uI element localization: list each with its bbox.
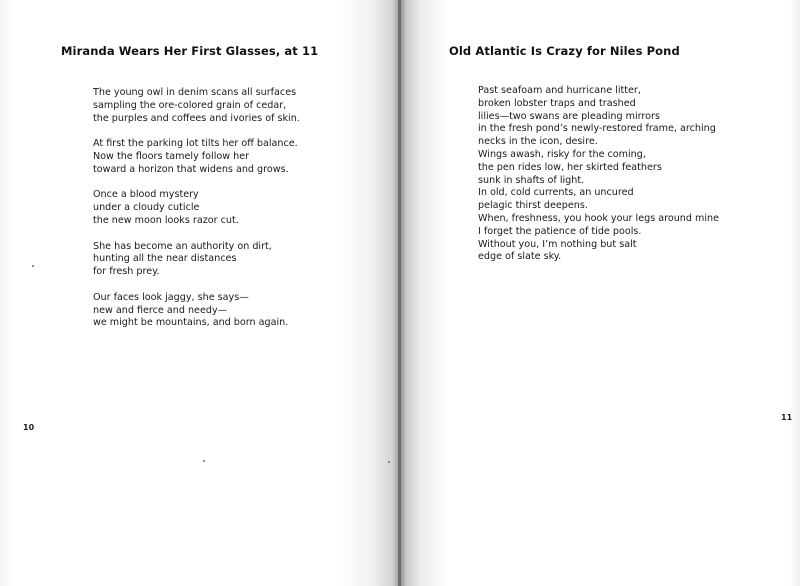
paper-speck bbox=[32, 265, 34, 267]
poem-line: sampling the ore-colored grain of cedar, bbox=[93, 99, 287, 111]
poem-line: for fresh prey. bbox=[93, 266, 160, 278]
left-page-number: 10 bbox=[23, 423, 35, 432]
stanza bbox=[93, 87, 300, 125]
poem-line: Our faces look jaggy, she says— bbox=[93, 291, 249, 303]
stanza bbox=[93, 189, 300, 227]
poem-line: the pen rides low, her skirted feathers bbox=[478, 161, 662, 173]
poem-line: Past seafoam and hurricane litter, bbox=[478, 85, 641, 96]
poem-line: the new moon looks razor cut. bbox=[93, 214, 239, 226]
stanza bbox=[93, 292, 300, 330]
right-page bbox=[400, 0, 800, 586]
poem-line: new and fierce and needy— bbox=[93, 304, 228, 316]
right-poem-title: Old Atlantic Is Crazy for Niles Pond bbox=[449, 44, 680, 58]
poem-line: edge of slate sky. bbox=[478, 251, 562, 263]
poem-line: I forget the patience of tide pools. bbox=[478, 225, 642, 237]
poem-line: Without you, I’m nothing but salt bbox=[478, 238, 637, 250]
poem-line: toward a horizon that widens and grows. bbox=[93, 163, 289, 175]
right-page-number: 11 bbox=[781, 413, 793, 422]
poem-line: The young owl in denim scans all surfaces bbox=[93, 87, 297, 98]
poem-line: broken lobster traps and trashed bbox=[478, 97, 636, 109]
paper-speck bbox=[388, 461, 390, 463]
poem-line: When, freshness, you hook your legs around mine bbox=[478, 212, 720, 224]
paper-speck bbox=[203, 460, 205, 462]
poem-line: pelagic thirst deepens. bbox=[478, 200, 588, 212]
book-gutter bbox=[398, 0, 401, 586]
poem-line: In old, cold currents, an uncured bbox=[478, 187, 634, 199]
poem-line: in the fresh pond’s newly-restored frame, arching bbox=[478, 123, 716, 135]
stanza bbox=[93, 138, 300, 176]
poem-line: under a cloudy cuticle bbox=[93, 202, 200, 214]
poem-line: sunk in shafts of light. bbox=[478, 174, 585, 186]
poem-line: She has become an authority on dirt, bbox=[93, 240, 272, 252]
left-poem-title: Miranda Wears Her First Glasses, at 11 bbox=[61, 44, 319, 58]
stanza bbox=[478, 85, 719, 264]
poem-line: At first the parking lot tilts her off balance. bbox=[93, 138, 298, 150]
poem-line: Wings awash, risky for the coming, bbox=[478, 148, 646, 160]
poem-line: the purples and coffees and ivories of skin. bbox=[93, 112, 300, 124]
poem-line: necks in the icon, desire. bbox=[478, 136, 598, 148]
poem-line: hunting all the near distances bbox=[93, 253, 237, 265]
left-poem-body bbox=[93, 87, 300, 330]
poem-line: we might be mountains, and born again. bbox=[93, 317, 289, 329]
right-poem-body bbox=[478, 85, 719, 264]
poem-line: Once a blood mystery bbox=[93, 189, 199, 201]
stanza bbox=[93, 241, 300, 279]
poem-line: lilies—two swans are pleading mirrors bbox=[478, 110, 660, 122]
poem-line: Now the floors tamely follow her bbox=[93, 150, 250, 162]
